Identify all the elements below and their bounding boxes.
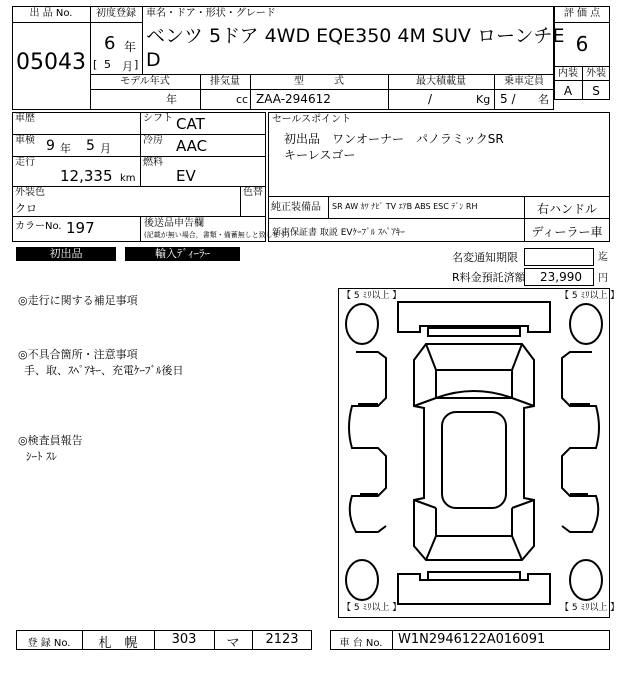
lot-no-label: 出 品 No. — [29, 8, 73, 19]
first-reg-month-bracket-close: ] — [134, 58, 139, 71]
reg-label: 登 録 No. — [27, 638, 71, 649]
model: ZAA-294612 — [256, 92, 331, 106]
dealer: ディーラー車 — [531, 225, 603, 239]
defects-title: ◎不具合箇所・注意事項 — [18, 348, 138, 361]
year-unit: 年 — [124, 40, 137, 54]
exterior-label: 外装 — [586, 68, 606, 79]
ac: AAC — [176, 137, 208, 155]
vin-label: 車 台 No. — [339, 638, 383, 649]
inspection-year: 9 — [46, 138, 55, 154]
wheel-front-left — [346, 304, 378, 344]
sales-points-line1: 初出品 ワンオーナー パノラミックSR — [284, 132, 504, 146]
ac-label: 冷房 — [143, 135, 163, 146]
tire-rl-label: 【 5 ﾐﾘ以上 】 — [342, 603, 402, 613]
first-reg-month-bracket-open: [ — [93, 58, 98, 71]
equipment-label: 純正装備品 — [271, 202, 321, 213]
interior-grade: A — [563, 84, 573, 98]
max-load: / — [428, 92, 433, 106]
grade-label: 評 価 点 — [563, 8, 601, 19]
color-no-label: カラーNo. — [15, 221, 62, 232]
fuel-label: 燃料 — [143, 157, 163, 168]
car-outline-diagram — [338, 288, 610, 618]
inspector-title: ◎検査員報告 — [18, 434, 83, 447]
left-side — [349, 352, 386, 532]
inspection-month: 5 — [86, 138, 95, 154]
deadline-box — [524, 248, 594, 266]
deadline-unit: 迄 — [598, 252, 608, 263]
model-label: 型 式 — [294, 76, 344, 87]
inspection-label: 車検 — [15, 135, 35, 146]
handle: 右ハンドル — [536, 202, 597, 216]
rear-view — [398, 574, 550, 604]
recycle-unit: 円 — [598, 273, 608, 284]
color: クロ — [15, 202, 37, 215]
first-reg-month: 5 — [104, 58, 111, 71]
supplement-title: ◎走行に関する補足事項 — [18, 294, 138, 307]
capacity-label: 乗車定員 — [504, 76, 544, 87]
recycle-amount: 23,990 — [540, 270, 582, 284]
reg-kana: マ — [226, 636, 240, 651]
grade: 6 — [575, 32, 589, 56]
inspection-month-unit: 月 — [100, 142, 111, 155]
tire-fr-label: 【 5 ﾐﾘ以上 】 — [560, 291, 620, 301]
wheel-rear-right — [570, 560, 602, 600]
max-load-unit: Kg — [476, 93, 491, 106]
fuel: EV — [176, 167, 196, 185]
model-year-unit: 年 — [166, 93, 177, 106]
car-name-line2: D — [146, 49, 161, 71]
reg-class: 303 — [171, 632, 197, 647]
tire-rr-label: 【 5 ﾐﾘ以上 】 — [560, 603, 620, 613]
first-reg-label: 初度登録 — [96, 8, 136, 19]
reg-area: 札 幌 — [98, 636, 138, 651]
roof — [442, 412, 506, 508]
shift: CAT — [176, 115, 205, 133]
mileage-unit: km — [120, 173, 136, 184]
lot-no: 05043 — [16, 50, 86, 75]
car-name: ベンツ 5ドア 4WD EQE350 4M SUV ローンチE — [146, 25, 565, 47]
body-top-view — [414, 344, 534, 560]
aftermarket-note: (記載が無い場合，書類・備蓄無しと致します) — [144, 231, 290, 239]
mileage: 12,335 — [60, 167, 113, 185]
displacement-unit: cc — [236, 93, 249, 106]
vin: W1N2946122A016091 — [398, 632, 546, 647]
sales-points-line2: キーレスゴー — [284, 148, 356, 162]
sales-points-label: セールスポイント — [272, 114, 352, 125]
inspector-body: ｼｰﾄ ｽﾚ — [26, 450, 57, 463]
wheel-rear-left — [346, 560, 378, 600]
import-dealer-badge: 輸入ﾃﾞｨｰﾗｰ — [125, 247, 240, 261]
first-listing-badge: 初出品 — [16, 247, 116, 261]
inspection-year-unit: 年 — [60, 142, 71, 155]
displacement-label: 排気量 — [210, 76, 240, 87]
equipment-items: SR AW ｶﾜ ﾅﾋﾞ TV ｴｱB ABS ESC ﾃﾞﾝ RH — [332, 202, 478, 211]
warranty-items: 新車保証書 取説 EVｹｰﾌﾞﾙ ｽﾍﾟｱｷｰ — [272, 228, 405, 238]
model-year-label: モデル年式 — [120, 76, 170, 87]
right-side — [562, 352, 599, 532]
history-label: 車歴 — [15, 113, 35, 124]
capacity-unit: 名 — [538, 93, 549, 106]
recycle-label: R料金預託済額 — [452, 271, 526, 284]
reg-number: 2123 — [265, 632, 299, 647]
color-change-label: 色替 — [243, 187, 263, 198]
month-unit: 月 — [122, 60, 133, 73]
shift-label: シフト — [143, 113, 173, 124]
first-reg-year: 6 — [104, 33, 116, 54]
mileage-label: 走行 — [15, 157, 35, 168]
car-name-label: 車名・ドア・形状・グレード — [146, 8, 276, 19]
color-label: 外装色 — [15, 187, 45, 198]
interior-label: 内装 — [558, 68, 578, 79]
deadline-label: 名変通知期限 — [452, 251, 518, 264]
exterior-grade: S — [592, 84, 600, 98]
capacity: 5 / — [500, 92, 516, 106]
tire-fl-label: 【 5 ﾐﾘ以上 】 — [342, 291, 402, 301]
max-load-label: 最大積載量 — [416, 76, 466, 87]
aftermarket-label: 後送品申告欄 — [144, 218, 204, 229]
color-no: 197 — [66, 219, 95, 237]
wheel-front-right — [570, 304, 602, 344]
defects-body: 手、取、ｽﾍﾟｱｷｰ、充電ｹｰﾌﾞﾙ後日 — [24, 364, 184, 377]
